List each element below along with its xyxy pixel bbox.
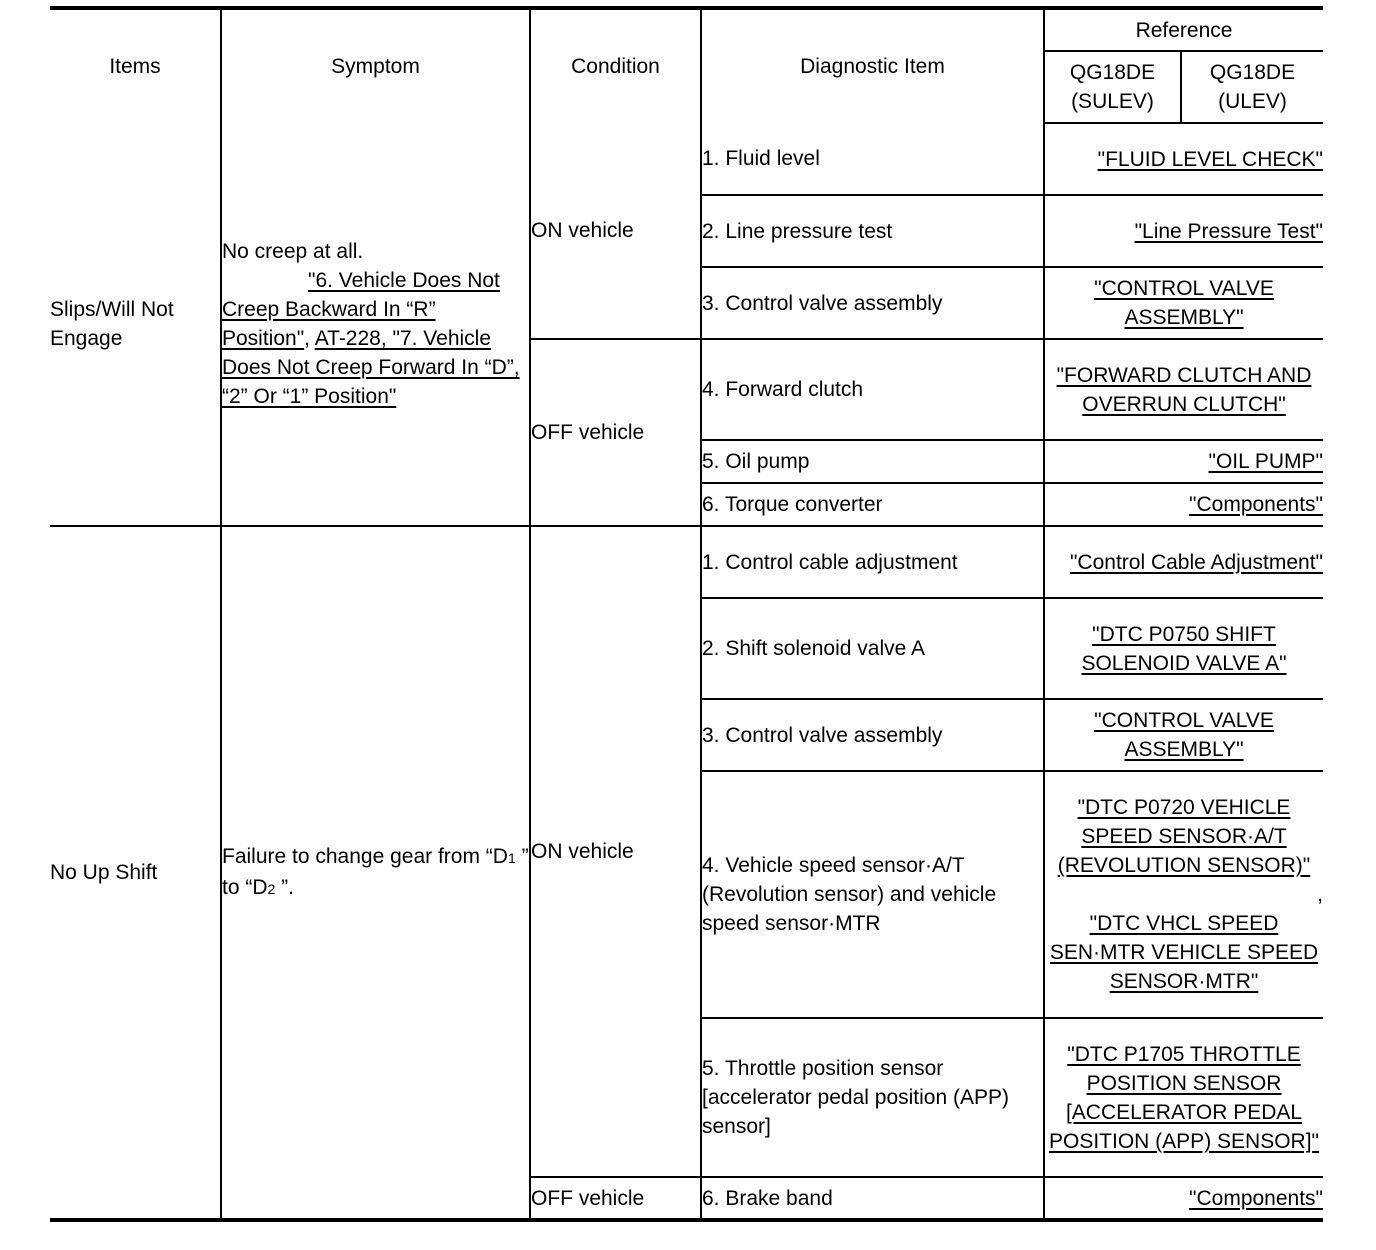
group2-cond-off: OFF vehicle — [530, 1177, 701, 1220]
group1-symptom — [221, 123, 530, 526]
group1-symptom-link-reverse[interactable]: "6. Vehicle Does Not Creep Backward In “R” Position" — [222, 269, 500, 350]
group1-diag-5: 5. Oil pump — [701, 440, 1044, 483]
group1-diag-6: 6. Torque converter — [701, 483, 1044, 526]
group2-ref-3 — [1044, 699, 1323, 771]
header-symptom: Symptom — [221, 8, 530, 123]
group1-ref-2 — [1044, 195, 1323, 267]
group2-symptom — [221, 526, 530, 1220]
group2-symptom-pre: Failure to change gear from “D — [222, 844, 508, 868]
group1-ref-6 — [1044, 483, 1323, 526]
group2-ref-4-sep: , — [1317, 883, 1324, 906]
header-ref-sulev-line2: (SULEV) — [1071, 90, 1154, 113]
group2-ref-link-6[interactable]: "Components" — [1189, 1186, 1324, 1210]
group1-item: Slips/Will Not Engage — [50, 123, 221, 526]
group2-diag-1: 1. Control cable adjustment — [701, 526, 1044, 598]
header-diagnostic-item: Diagnostic Item — [701, 8, 1044, 123]
group1-symptom-text: No creep at all. — [222, 240, 364, 263]
group2-ref-link-1[interactable]: "Control Cable Adjustment" — [1069, 550, 1324, 574]
header-ref-ulev-line2: (ULEV) — [1218, 90, 1287, 113]
group2-ref-1 — [1044, 526, 1323, 598]
header-ref-ulev — [1181, 51, 1323, 123]
group1-ref-5 — [1044, 440, 1323, 483]
header-ref-sulev — [1044, 51, 1181, 123]
header-ref-sulev-line1: QG18DE — [1069, 61, 1156, 84]
group2-diag-6: 6. Brake band — [701, 1177, 1044, 1220]
group1-ref-link-5[interactable]: "OIL PUMP" — [1208, 450, 1324, 473]
group1-ref-link-6[interactable]: "Components" — [1189, 493, 1324, 516]
group2-ref-4 — [1044, 771, 1323, 1018]
group1-cond-on: ON vehicle — [530, 123, 701, 339]
group2-symptom-mid: ” to “D — [222, 844, 529, 899]
group2-diag-4: 4. Vehicle speed sensor·A/T (Revolution sensor) and vehicle speed sensor·MTR — [701, 771, 1044, 1018]
group1-cond-off: OFF vehicle — [530, 339, 701, 526]
group2-diag-5: 5. Throttle position sensor [accelerator pedal position (APP) sensor] — [701, 1018, 1044, 1177]
group1-ref-link-3[interactable]: "CONTROL VALVE ASSEMBLY" — [1094, 277, 1274, 329]
group2-ref-2 — [1044, 598, 1323, 699]
diagnostic-table — [50, 6, 1323, 1222]
group2-symptom-sub1: 1 — [507, 849, 516, 866]
header-reference: Reference — [1044, 8, 1323, 51]
group1-ref-link-2[interactable]: "Line Pressure Test" — [1134, 219, 1324, 243]
group1-ref-link-4[interactable]: "FORWARD CLUTCH AND OVERRUN CLUTCH" — [1056, 363, 1312, 416]
group2-item: No Up Shift — [50, 526, 221, 1220]
group2-ref-6 — [1044, 1177, 1323, 1220]
header-condition: Condition — [530, 8, 701, 123]
group2-ref-link-3[interactable]: "CONTROL VALVE ASSEMBLY" — [1094, 709, 1274, 761]
header-items: Items — [50, 8, 221, 123]
group1-diag-1: 1. Fluid level — [701, 123, 1044, 195]
group1-ref-4 — [1044, 339, 1323, 440]
group1-diag-2: 2. Line pressure test — [701, 195, 1044, 267]
group2-diag-3: 3. Control valve assembly — [701, 699, 1044, 771]
header-ref-ulev-line1: QG18DE — [1209, 61, 1296, 84]
group2-ref-link-5[interactable]: "DTC P1705 THROTTLE POSITION SENSOR [ACCELERATOR PEDAL POSITION (APP) SENSOR]" — [1049, 1042, 1319, 1153]
group2-ref-link-2[interactable]: "DTC P0750 SHIFT SOLENOID VALVE A" — [1081, 622, 1287, 675]
group1-diag-3: 3. Control valve assembly — [701, 267, 1044, 339]
group1-ref-link-1[interactable]: "FLUID LEVEL CHECK" — [1097, 147, 1324, 171]
group1-symptom-link-forward[interactable]: AT-228, "7. Vehicle Does Not Creep Forward In “D”, “2” Or “1” Position" — [222, 327, 520, 408]
group2-ref-5 — [1044, 1018, 1323, 1177]
group2-symptom-post: ”. — [275, 875, 294, 899]
group2-cond-on: ON vehicle — [530, 526, 701, 1177]
group2-diag-2: 2. Shift solenoid valve A — [701, 598, 1044, 699]
group2-ref-link-4a[interactable]: "DTC P0720 VEHICLE SPEED SENSOR·A/T (REVOLUTION SENSOR)" — [1057, 796, 1311, 877]
group2-ref-link-4b[interactable]: "DTC VHCL SPEED SEN·MTR VEHICLE SPEED SENSOR·MTR" — [1049, 912, 1319, 993]
group2-symptom-sub2: 2 — [267, 880, 276, 897]
group1-diag-4: 4. Forward clutch — [701, 339, 1044, 440]
group1-ref-1 — [1044, 123, 1323, 195]
group1-ref-3 — [1044, 267, 1323, 339]
group1-symptom-sep: , — [304, 327, 315, 350]
